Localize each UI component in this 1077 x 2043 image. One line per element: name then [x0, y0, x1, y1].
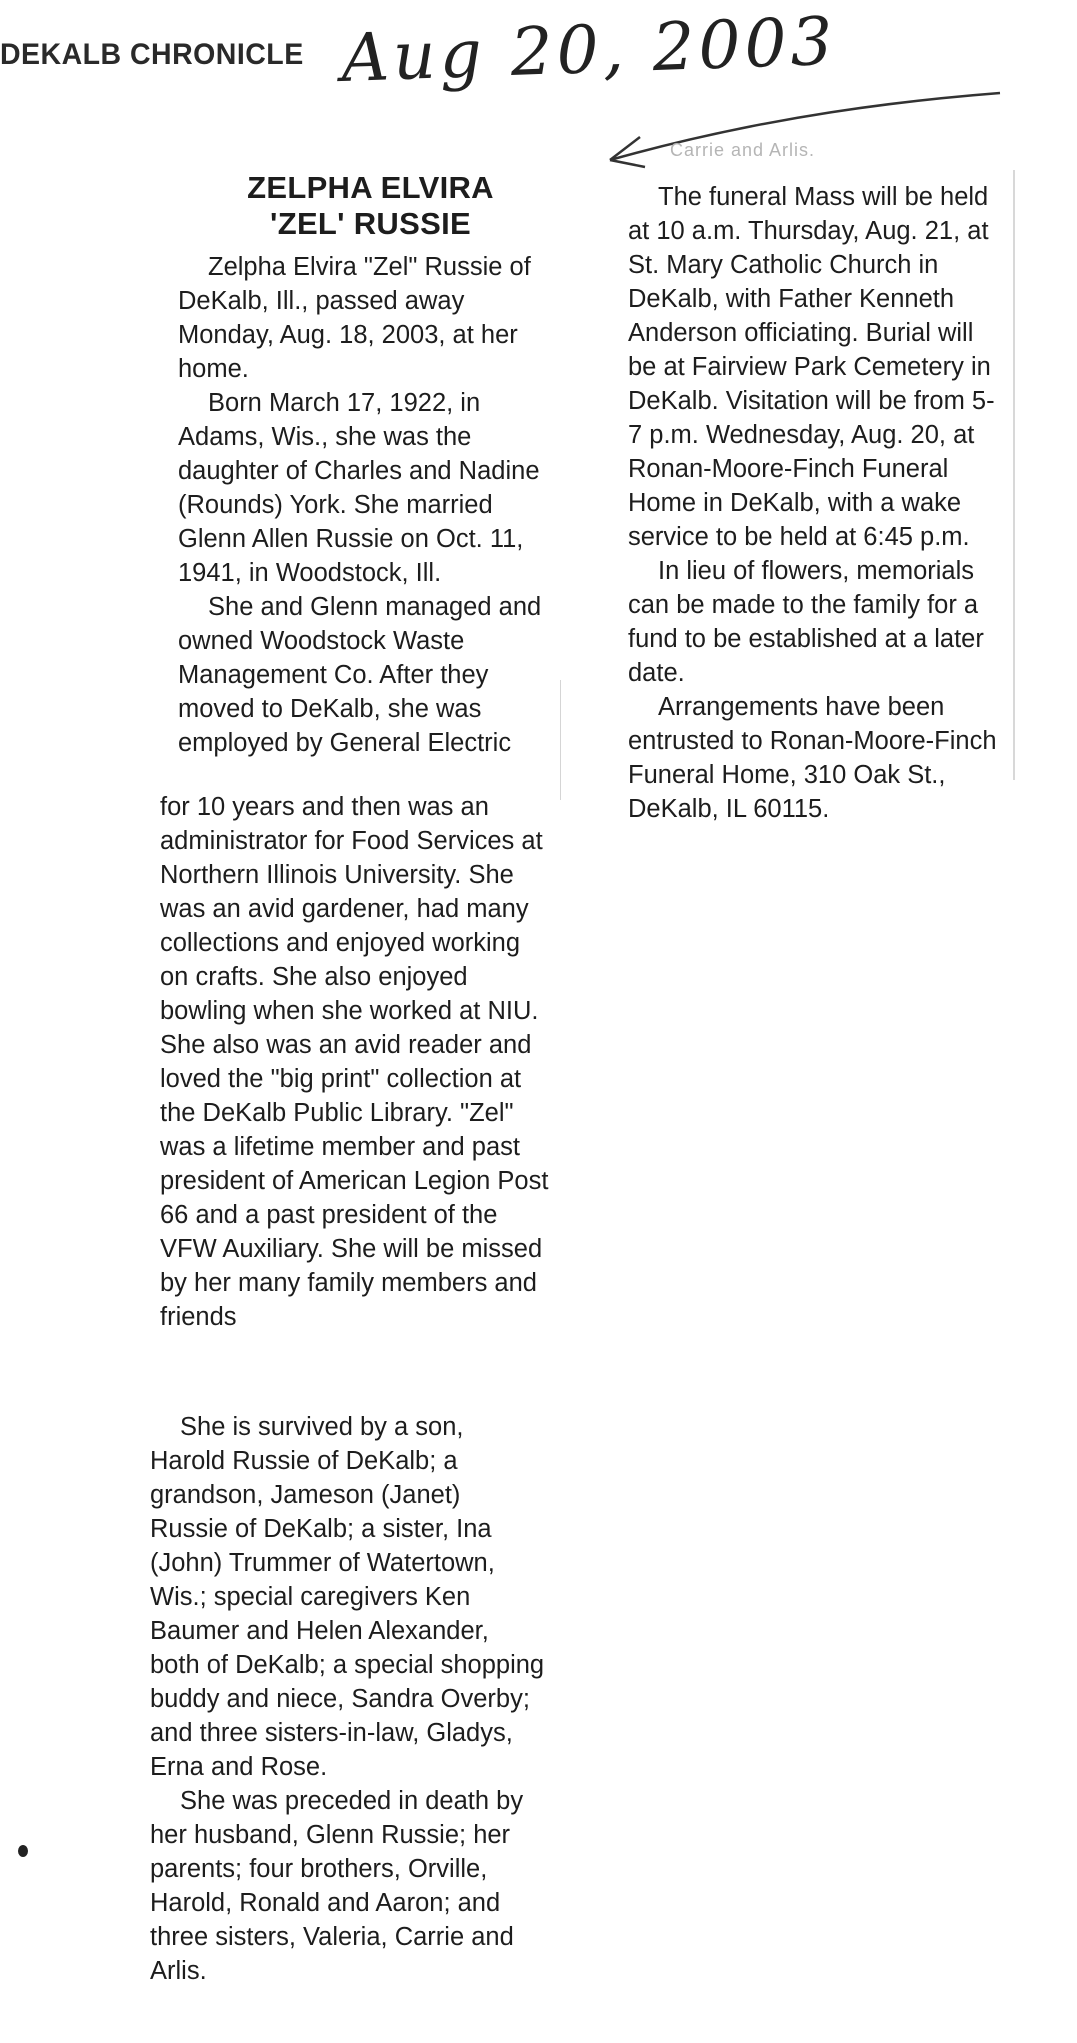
paragraph: Zelpha Elvira "Zel" Russie of DeKalb, Ill., passed away Monday, Aug. 18, 2003, at her home. — [178, 253, 531, 383]
handwritten-arrow-icon — [590, 85, 1010, 185]
newspaper-masthead: DEKALB CHRONICLE — [0, 38, 304, 71]
paragraph: Arrangements have been entrusted to Ronan-Moore-Finch Funeral Home, 310 Oak St., DeKalb, IL 60115. — [628, 693, 997, 823]
paragraph: She is survived by a son, Harold Russie of DeKalb; a grandson, Jameson (Janet) Russie of DeKalb; a sister, Ina (John) Trummer of Watertown, Wis.; special caregivers Ken Baumer and Helen Alexander, both of DeKalb; a special shopping buddy and niece, Sandra Overby; and three sisters-in-law, Gladys, Erna and Rose. — [150, 1413, 545, 1781]
ink-speck — [18, 1845, 28, 1857]
obituary-headline — [178, 170, 563, 242]
headline-line-2: 'ZEL' RUSSIE — [270, 206, 471, 241]
column-rule — [1013, 170, 1015, 780]
obituary-column-2 — [160, 790, 555, 1334]
obituary-column-4 — [628, 180, 1006, 826]
obituary-column-3 — [150, 1410, 545, 1988]
paragraph: Born March 17, 1922, in Adams, Wis., she was the daughter of Charles and Nadine (Rounds) York. She married Glenn Allen Russie on Oct. 11, 1941, in Woodstock, Ill. — [178, 389, 540, 587]
headline-line-1: ZELPHA ELVIRA — [247, 170, 494, 205]
paragraph: In lieu of flowers, memorials can be made to the family for a fund to be established at a later date. — [628, 557, 984, 687]
obituary-column-1 — [178, 170, 563, 760]
paragraph: She and Glenn managed and owned Woodstock Waste Management Co. After they moved to DeKalb, she was employed by General Electric — [178, 593, 542, 757]
paragraph: for 10 years and then was an administrator for Food Services at Northern Illinois University. She was an avid gardener, had many collections and enjoyed working on crafts. She also enjoyed bowling when she worked at NIU. She also was an avid reader and loved the "big print" collection at the DeKalb Public Library. "Zel" was a lifetime member and past president of American Legion Post 66 and a past president of the VFW Auxiliary. She will be missed by her many family members and friends — [160, 793, 549, 1331]
handwritten-date: Aug 20, 2003 — [340, 2, 838, 97]
paragraph: The funeral Mass will be held at 10 a.m. Thursday, Aug. 21, at St. Mary Catholic Church in DeKalb, with Father Kenneth Anderson officiating. Burial will be at Fairview Park Cemetery in DeKalb. Visitation will be from 5-7 p.m. Wednesday, Aug. 20, at Ronan-Moore-Finch Funeral Home in DeKalb, with a wake service to be held at 6:45 p.m. — [628, 183, 995, 551]
faded-clipping-text: Carrie and Arlis. — [670, 140, 816, 160]
paragraph: She was preceded in death by her husband, Glenn Russie; her parents; four brothers, Orville, Harold, Ronald and Aaron; and three sisters, Valeria, Carrie and Arlis. — [150, 1787, 524, 1985]
